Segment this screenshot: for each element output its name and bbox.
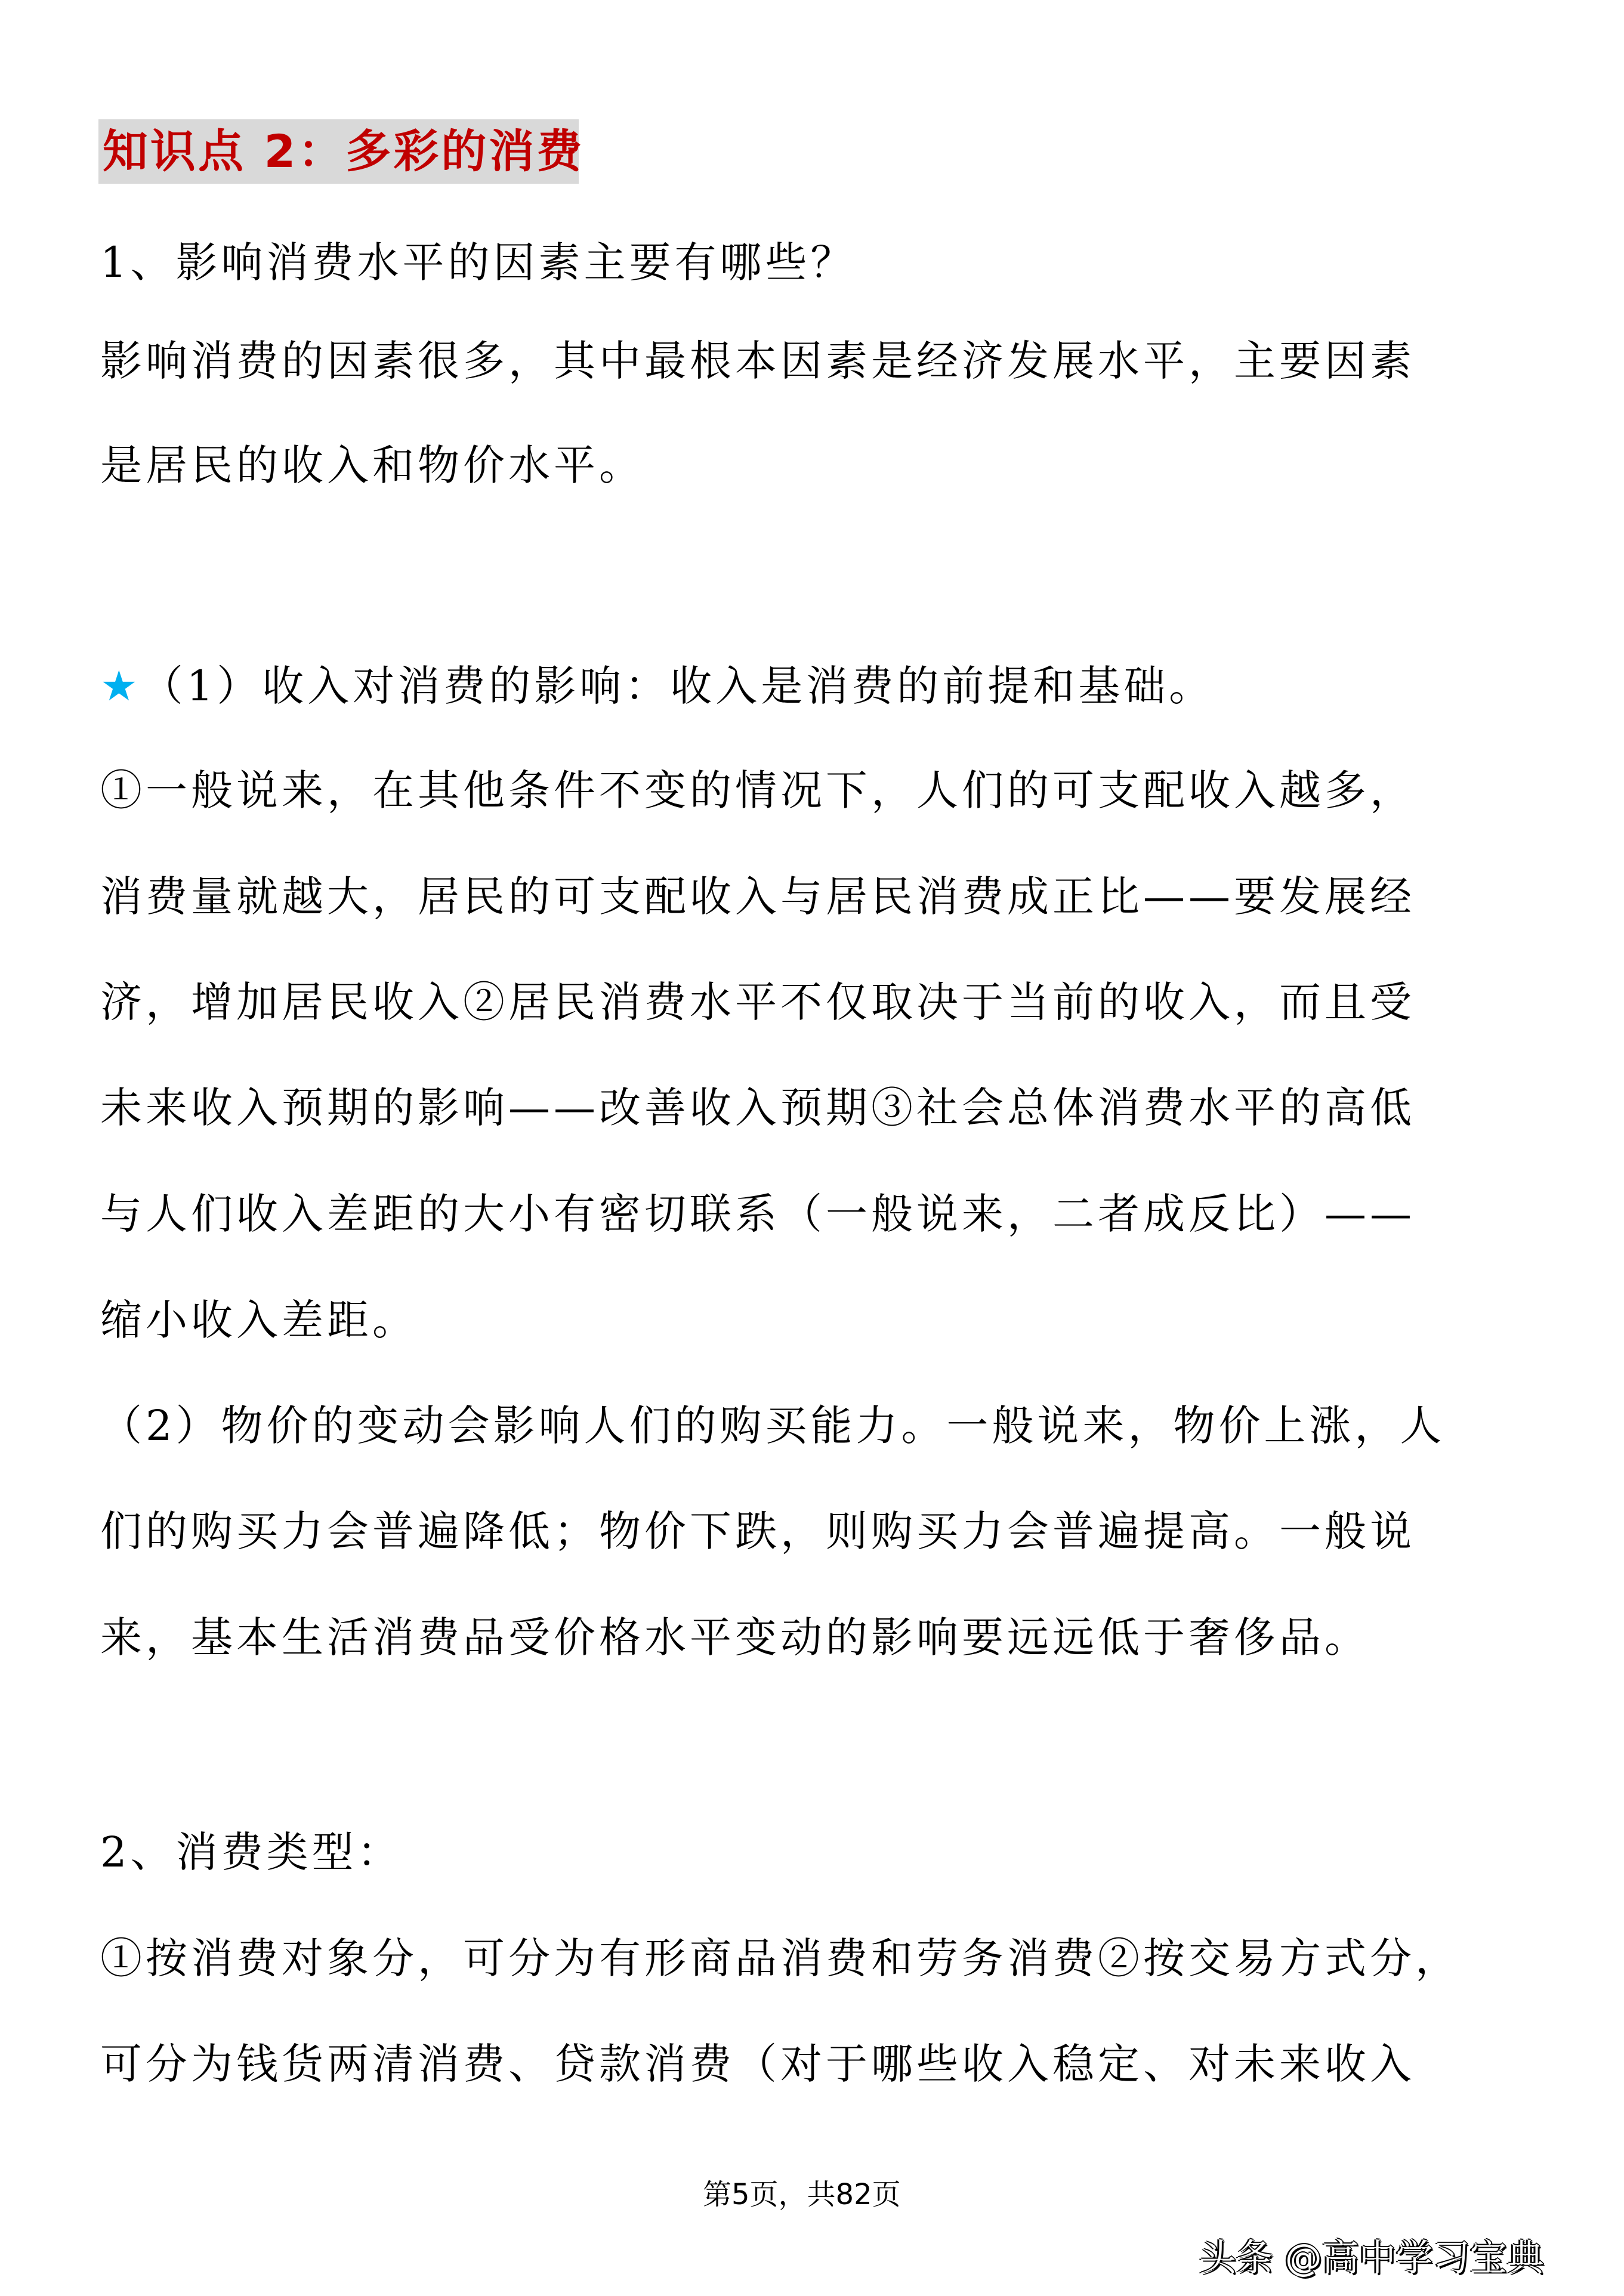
answer-line: 影响消费的因素很多，其中最根本因素是经济发展水平，主要因素	[100, 336, 1415, 385]
subsection-1-title: ★（1）收入对消费的影响：收入是消费的前提和基础。	[100, 662, 1215, 710]
body-line: 缩小收入差距。	[100, 1296, 418, 1345]
section-heading: 知识点 2：多彩的消费	[103, 125, 585, 178]
body-line: 们的购买力会普遍降低；物价下跌，则购买力会普遍提高。一般说	[100, 1507, 1415, 1556]
watermark: 头条 @高中学习宝典	[1199, 2236, 1544, 2279]
body-line: 可分为钱货两清消费、贷款消费（对于哪些收入稳定、对未来收入	[100, 2039, 1415, 2088]
body-line: （2）物价的变动会影响人们的购买能力。一般说来，物价上涨，人	[100, 1401, 1446, 1450]
body-line: 来，基本生活消费品受价格水平变动的影响要远远低于奢侈品。	[100, 1613, 1370, 1662]
question-1-title: 1、影响消费水平的因素主要有哪些？	[100, 238, 856, 287]
body-line: ①按消费对象分，可分为有形商品消费和劳务消费②按交易方式分，	[100, 1934, 1461, 1983]
body-line: 消费量就越大，居民的可支配收入与居民消费成正比——要发展经	[100, 872, 1415, 921]
answer-line: 是居民的收入和物价水平。	[100, 441, 644, 490]
body-line: ①一般说来，在其他条件不变的情况下，人们的可支配收入越多，	[100, 766, 1415, 815]
page-indicator: 第5页，共82页	[703, 2178, 901, 2211]
body-line: 济，增加居民收入②居民消费水平不仅取决于当前的收入，而且受	[100, 978, 1415, 1027]
question-2-title: 2、消费类型：	[100, 1828, 403, 1877]
body-line: 与人们收入差距的大小有密切联系（一般说来，二者成反比）——	[100, 1189, 1415, 1238]
star-icon: ★	[100, 662, 141, 710]
body-line: 未来收入预期的影响——改善收入预期③社会总体消费水平的高低	[100, 1083, 1415, 1132]
